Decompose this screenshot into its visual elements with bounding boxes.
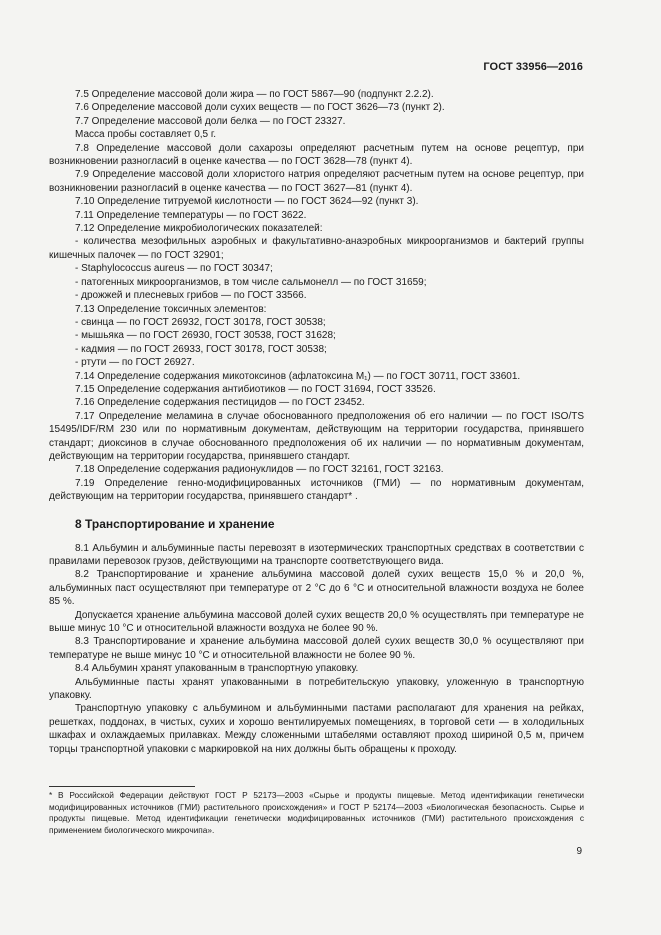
- page-number: 9: [576, 846, 582, 857]
- paragraph: 7.16 Определение содержания пестицидов — по ГОСТ 23452.: [75, 397, 365, 409]
- footnote-divider: [49, 786, 195, 787]
- paragraph: 7.17 Определение меламина в случае обоснованного предположения об его наличии — по ГОСТ ISO/TS 15495/IDF/RM 230 или по нормативным документам, действующим на территории государства, принявшего стандарт; диоксинов в случае обоснованного предположения об их наличии — по нормативным документам, действующим на территории государства, принявшего стандарт.: [49, 410, 584, 462]
- paragraph: 8.2 Транспортирование и хранение альбумина массовой долей сухих веществ 15,0 % и 20,0 %, альбуминных паст осуществляют при температуре от 2 °C до 6 °C и относительной влажности воздуха не более 85 %.: [49, 569, 584, 608]
- paragraph: - ртути — по ГОСТ 26927.: [75, 357, 195, 369]
- paragraph: 8.3 Транспортирование и хранение альбумина массовой долей сухих веществ 30,0 % осуществляют при температуре не выше минус 10 °C и относительной влажности не более 90 %.: [49, 636, 584, 661]
- footnote: * В Российской Федерации действуют ГОСТ Р 52173—2003 «Сырье и продукты пищевые. Метод идентификации генетически модифицированных источников (ГМИ) растительного происхождения» и ГОСТ Р 52174—2003 «Биологическая безопасность. Сырье и продукты пищевые. Метод идентификации генетически модифицированных источников (ГМИ) растительного происхождения с применением биологического микрочипа».: [49, 790, 584, 835]
- standard-header: ГОСТ 33956—2016: [483, 61, 583, 73]
- paragraph: 7.15 Определение содержания антибиотиков — по ГОСТ 31694, ГОСТ 33526.: [75, 383, 436, 395]
- paragraph: 7.12 Определение микробиологических показателей:: [75, 223, 323, 235]
- paragraph: 7.6 Определение массовой доли сухих веществ — по ГОСТ 3626—73 (пункт 2).: [75, 102, 445, 114]
- paragraph: 8.1 Альбумин и альбуминные пасты перевозят в изотермических транспортных средствах в соответствии с правилами перевозок грузов, действующими на транспорте соответствующего вида.: [49, 542, 584, 567]
- paragraph: - количества мезофильных аэробных и факультативно-анаэробных микроорганизмов и бактерий группы кишечных палочек — по ГОСТ 32901;: [49, 236, 584, 261]
- paragraph: 7.19 Определение генно-модифицированных источников (ГМИ) — по нормативным документам, действующим на территории государства, принявшего стандарт* .: [49, 477, 584, 503]
- paragraph: - дрожжей и плесневых грибов — по ГОСТ 33566.: [75, 290, 307, 302]
- paragraph: 8.4 Альбумин хранят упакованным в транспортную упаковку.: [75, 663, 359, 675]
- paragraph: 7.18 Определение содержания радионуклидов — по ГОСТ 32161, ГОСТ 32163.: [75, 464, 444, 476]
- paragraph: 7.13 Определение токсичных элементов:: [75, 303, 267, 315]
- paragraph: Масса пробы составляет 0,5 г.: [75, 129, 217, 141]
- paragraph: Допускается хранение альбумина массовой долей сухих веществ 20,0 % осуществлять при температуре не выше минус 10 °C и относительной влажности воздуха не более 90 %.: [49, 609, 584, 635]
- paragraph: - мышьяка — по ГОСТ 26930, ГОСТ 30538, ГОСТ 31628;: [75, 330, 336, 342]
- section-8-list: [49, 542, 584, 757]
- paragraph: Транспортную упаковку с альбумином и альбуминными пастами располагают для хранения на рейках, решетках, поддонах, в чистых, сухих и хорошо вентилируемых помещениях, в торговой сети — в холодильных шкафах и охлаждаемых прилавках. Между сложенными штабелями оставляют проход шириной 0,5 м, причем торцы транспортной упаковки с маркировкой на них должны быть обращены к проходу.: [49, 703, 584, 755]
- paragraph: 7.10 Определение титруемой кислотности — по ГОСТ 3624—92 (пункт 3).: [75, 196, 419, 208]
- paragraph: 7.9 Определение массовой доли хлористого натрия определяют расчетным путем на основе рецептур, при возникновении разногласий в оценке качества — по ГОСТ 3627—81 (пункт 4).: [49, 169, 584, 194]
- paragraph: - свинца — по ГОСТ 26932, ГОСТ 30178, ГОСТ 30538;: [75, 316, 326, 328]
- paragraph: 7.14 Определение содержания микотоксинов (афлатоксина M₁) — по ГОСТ 30711, ГОСТ 33601.: [75, 370, 521, 382]
- paragraph: 7.7 Определение массовой доли белка — по ГОСТ 23327.: [75, 115, 346, 127]
- paragraph: - кадмия — по ГОСТ 26933, ГОСТ 30178, ГОСТ 30538;: [75, 343, 327, 355]
- paragraph: - патогенных микроорганизмов, в том числе сальмонелл — по ГОСТ 31659;: [75, 276, 427, 288]
- section-8-title: 8 Транспортирование и хранение: [75, 516, 275, 531]
- paragraph: - Staphylococcus aureus — по ГОСТ 30347;: [75, 263, 273, 275]
- paragraph: 7.5 Определение массовой доли жира — по ГОСТ 5867—90 (подпункт 2.2.2).: [75, 89, 434, 100]
- body-text: [49, 88, 584, 756]
- paragraph: Альбуминные пасты хранят упакованными в потребительскую упаковку, уложенную в транспортную упаковку.: [49, 676, 584, 702]
- section-7-list: [49, 88, 584, 504]
- paragraph: 7.8 Определение массовой доли сахарозы определяют расчетным путем на основе рецептур, при возникновении разногласий в оценке качества — по ГОСТ 3628—78 (пункт 4).: [49, 142, 584, 168]
- paragraph: 7.11 Определение температуры — по ГОСТ 3622.: [75, 209, 307, 221]
